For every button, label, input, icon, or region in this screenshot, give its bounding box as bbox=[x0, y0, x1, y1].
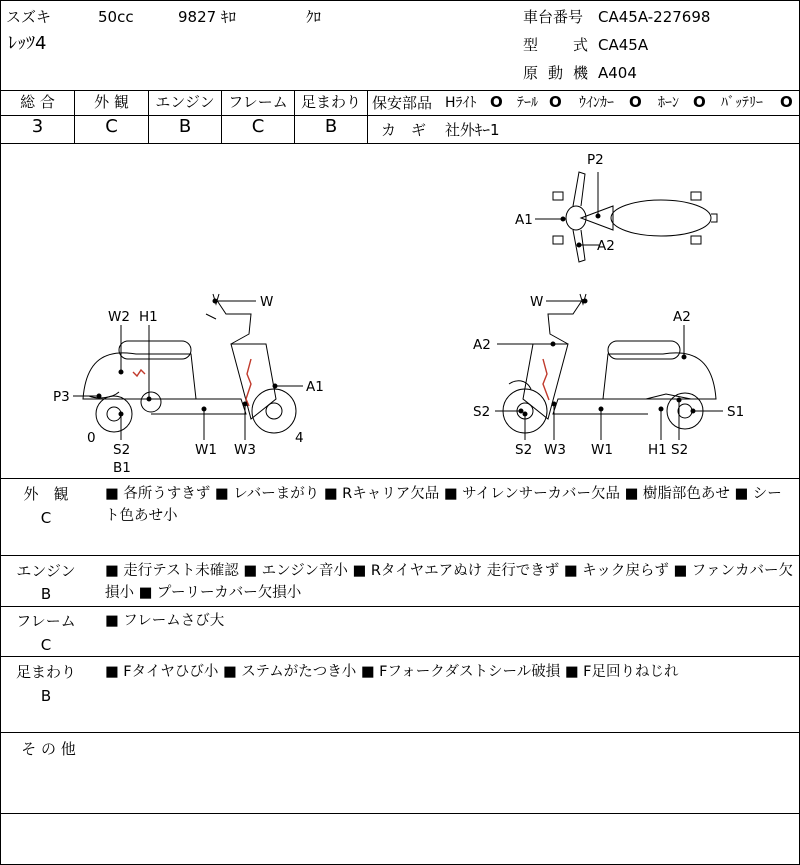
label-left-h1: H1 bbox=[139, 309, 158, 325]
label-right-s2: S2 bbox=[473, 404, 491, 420]
safety-winker: ｳｲﾝｶｰ bbox=[579, 95, 614, 111]
engine-label-3: 機 bbox=[573, 64, 589, 82]
score-header-overall: 総 合 bbox=[20, 93, 55, 111]
score-header-frame: フレーム bbox=[228, 93, 288, 111]
score-header-exterior: 外 観 bbox=[94, 93, 129, 111]
remark-engine-text: ■ 走行テスト未確認 ■ エンジン音小 ■ Rタイヤエアぬけ 走行できず ■ キック戻らず ■ ファンカバー欠損小 ■ プーリーカバー欠損小 bbox=[105, 563, 793, 601]
safety-horn-mark: O bbox=[693, 93, 706, 111]
label-left-four: 4 bbox=[295, 430, 304, 446]
model-type-label-2: 式 bbox=[573, 36, 589, 54]
top-view-scooter bbox=[553, 172, 717, 262]
label-left-w2: W2 bbox=[108, 309, 130, 325]
remark-exterior-text: ■ 各所うすきず ■ レバーまがり ■ Rキャリア欠品 ■ サイレンサーカバー欠品 ■ 樹脂部色あせ ■ シート色あせ小 bbox=[105, 486, 782, 524]
label-right-w: W bbox=[530, 294, 544, 310]
label-right-w1: W1 bbox=[591, 442, 613, 458]
frame-number-label: 車台番号 bbox=[523, 8, 584, 26]
label-right-s2-bottom: S2 bbox=[515, 442, 533, 458]
label-right-a2-rear: A2 bbox=[673, 309, 691, 325]
remark-suspension-label: 足まわり bbox=[15, 663, 76, 681]
safety-headlight: Hﾗｲﾄ bbox=[445, 95, 477, 111]
model-name: ﾚｯﾂ4 bbox=[8, 33, 47, 54]
safety-horn: ﾎｰﾝ bbox=[658, 95, 679, 111]
displacement: 50cc bbox=[98, 8, 134, 26]
label-right-w3: W3 bbox=[544, 442, 566, 458]
frame-number: CA45A-227698 bbox=[598, 8, 711, 26]
remark-exterior-label: 外 観 bbox=[23, 485, 69, 503]
label-right-s1: S1 bbox=[727, 404, 745, 420]
safety-label: 保安部品 bbox=[372, 94, 433, 112]
remark-frame-text: ■ フレームさび大 bbox=[105, 613, 225, 629]
label-left-zero: 0 bbox=[87, 430, 96, 446]
key-label: カ ギ bbox=[381, 121, 427, 139]
remark-engine-grade: B bbox=[40, 585, 52, 603]
remark-other-label: そ の 他 bbox=[21, 740, 76, 758]
score-frame: C bbox=[251, 116, 265, 137]
label-top-a2: A2 bbox=[597, 238, 615, 254]
engine-label-2: 動 bbox=[548, 64, 564, 82]
remark-suspension-grade: B bbox=[40, 687, 52, 705]
remark-exterior-grade: C bbox=[40, 509, 52, 527]
score-exterior: C bbox=[105, 116, 118, 137]
safety-winker-mark: O bbox=[629, 93, 642, 111]
score-header-engine: エンジン bbox=[155, 93, 215, 111]
key-value: 社外ｷｰ1 bbox=[445, 121, 500, 139]
remark-frame-grade: C bbox=[40, 636, 52, 654]
label-right-h1-s2: H1 S2 bbox=[648, 442, 689, 458]
label-top-a1: A1 bbox=[515, 212, 533, 228]
label-left-p3: P3 bbox=[53, 389, 70, 405]
score-header-suspension: 足まわり bbox=[300, 93, 361, 111]
remark-engine-label: エンジン bbox=[16, 562, 76, 580]
score-suspension: B bbox=[324, 116, 338, 137]
engine-type: A404 bbox=[598, 64, 637, 82]
model-type: CA45A bbox=[598, 36, 649, 54]
label-left-s2: S2 bbox=[113, 442, 131, 458]
label-left-b1: B1 bbox=[113, 460, 131, 476]
remark-suspension-text: ■ Fタイヤひび小 ■ ステムがたつき小 ■ Fフォークダストシール破損 ■ F足回りねじれ bbox=[105, 664, 679, 680]
score-overall: 3 bbox=[31, 116, 44, 137]
label-left-a1: A1 bbox=[306, 379, 324, 395]
maker: スズキ bbox=[6, 8, 52, 26]
safety-tail-mark: O bbox=[549, 93, 562, 111]
score-engine: B bbox=[178, 116, 192, 137]
model-type-label-1: 型 bbox=[523, 36, 539, 54]
damage-diagram bbox=[1, 144, 799, 478]
label-left-w3: W3 bbox=[234, 442, 256, 458]
safety-battery-mark: O bbox=[780, 93, 793, 111]
color: ｸﾛ bbox=[306, 8, 322, 26]
mileage: 9827 ｷﾛ bbox=[178, 8, 236, 26]
label-left-w1: W1 bbox=[195, 442, 217, 458]
safety-headlight-mark: O bbox=[490, 93, 503, 111]
safety-battery: ﾊﾞｯﾃﾘｰ bbox=[721, 95, 763, 111]
label-left-w: W bbox=[260, 294, 274, 310]
engine-label-1: 原 bbox=[523, 64, 539, 82]
remark-frame-label: フレーム bbox=[16, 612, 76, 630]
safety-tail: ﾃｰﾙ bbox=[517, 95, 538, 111]
label-top-p2: P2 bbox=[587, 152, 604, 168]
label-right-a2-front: A2 bbox=[473, 337, 491, 353]
